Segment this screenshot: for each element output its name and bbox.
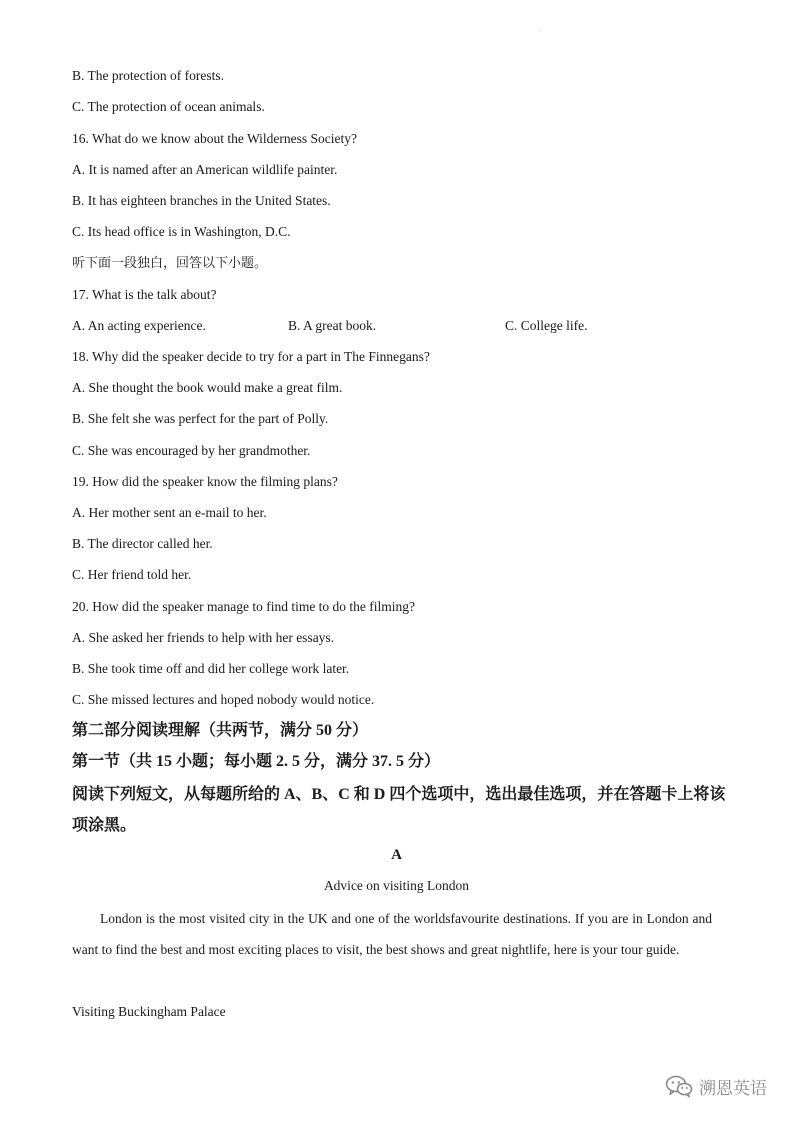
wechat-watermark <box>665 1072 767 1100</box>
q20-question: 20. How did the speaker manage to find time to do the filming? <box>72 599 416 614</box>
q16-option-a: A. It is named after an American wildlife painter. <box>72 162 338 177</box>
q15-option-c: C. The protection of ocean animals. <box>72 99 265 114</box>
reading-instruction-cont: 项涂黑。 <box>72 817 137 834</box>
watermark-text: 溯恩英语 <box>699 1078 767 1099</box>
q16-option-c: C. Its head office is in Washington, D.C. <box>72 224 291 239</box>
q19-question: 19. How did the speaker know the filming plans? <box>72 474 338 489</box>
q16-option-b: B. It has eighteen branches in the United States. <box>72 193 331 208</box>
q20-option-a: A. She asked her friends to help with her essays. <box>72 630 335 645</box>
q18-option-a: A. She thought the book would make a great film. <box>72 380 343 395</box>
scan-speck <box>540 30 541 31</box>
passage-subheading: Visiting Buckingham Palace <box>72 1004 226 1019</box>
q20-option-b: B. She took time off and did her college work later. <box>72 661 350 676</box>
reading-instruction: 阅读下列短文，从每题所给的 A、B、C 和 D 四个选项中，选出最佳选项，并在答题卡上将该 <box>72 786 726 803</box>
q19-option-a: A. Her mother sent an e-mail to her. <box>72 505 267 520</box>
q17-option-c: C. College life. <box>505 318 588 333</box>
q20-option-c: C. She missed lectures and hoped nobody would notice. <box>72 692 375 707</box>
q17-option-a: A. An acting experience. <box>72 318 206 333</box>
q18-option-b: B. She felt she was perfect for the part of Polly. <box>72 411 329 426</box>
part2-title: 第二部分阅读理解（共两节，满分 50 分） <box>72 722 369 739</box>
q19-option-b: B. The director called her. <box>72 536 213 551</box>
section1-title: 第一节（共 15 小题；每小题 2. 5 分，满分 37. 5 分） <box>72 753 441 770</box>
passage-letter: A <box>391 847 402 863</box>
passage-title: Advice on visiting London <box>323 878 470 893</box>
q19-option-c: C. Her friend told her. <box>72 567 192 582</box>
q18-question: 18. Why did the speaker decide to try for a part in The Finnegans? <box>72 349 430 364</box>
monologue-instruction: 听下面一段独白，回答以下小题。 <box>72 256 268 271</box>
q17-option-b: B. A great book. <box>288 318 377 333</box>
q17-question: 17. What is the talk about? <box>72 287 217 302</box>
q18-option-c: C. She was encouraged by her grandmother. <box>72 443 311 458</box>
q17-options <box>72 317 712 335</box>
passage-body: London is the most visited city in the UK and one of the worldsfavourite destinations. If you are in London and want to find the best and most exciting places to visit, the best shows and great nightlife, here is your tour guide. <box>72 911 712 957</box>
q15-option-b: B. The protection of forests. <box>72 68 224 83</box>
wechat-icon <box>665 1074 693 1098</box>
q16-question: 16. What do we know about the Wilderness Society? <box>72 131 358 146</box>
